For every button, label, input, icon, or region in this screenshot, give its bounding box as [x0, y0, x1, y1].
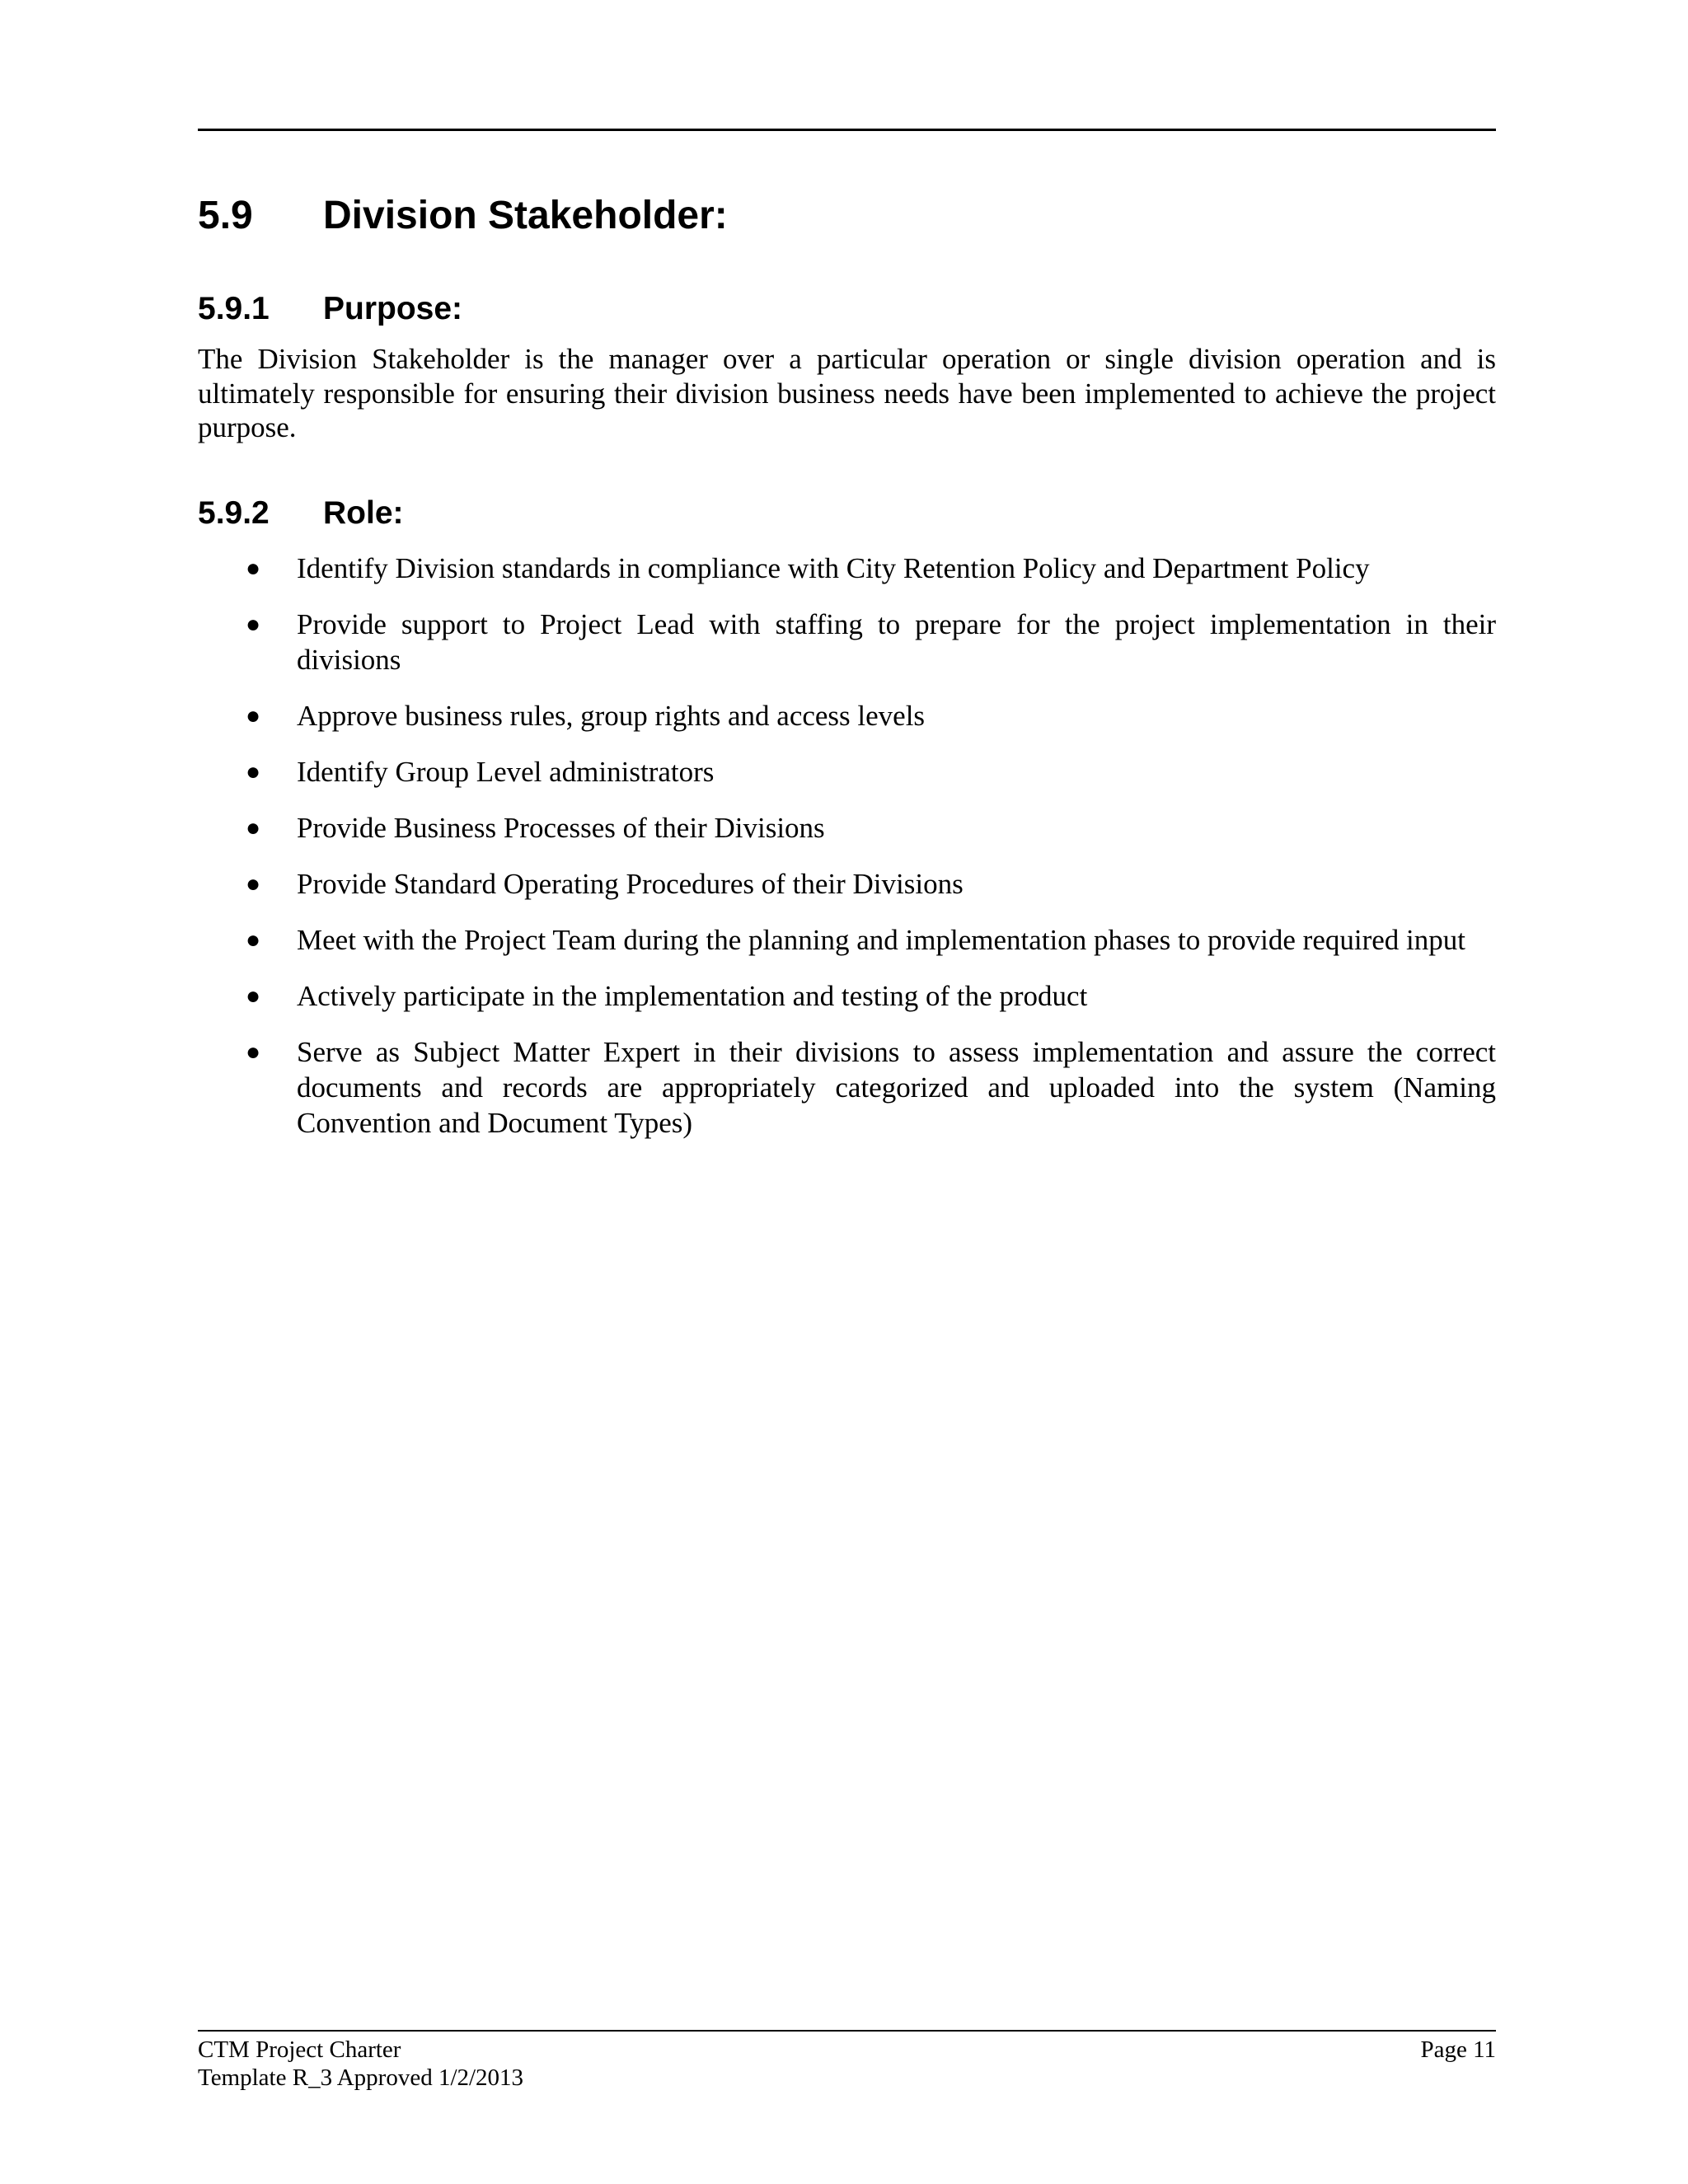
list-item-text: Actively participate in the implementation and testing of the product: [297, 980, 1088, 1012]
list-item-text: Identify Group Level administrators: [297, 756, 715, 788]
role-list: [198, 551, 1496, 1161]
bullet-icon: ●: [246, 870, 261, 898]
list-item-text: Provide Business Processes of their Divisions: [297, 812, 825, 844]
bullet-icon: ●: [246, 702, 261, 729]
list-item: [198, 1034, 1496, 1141]
list-item: [198, 607, 1496, 677]
footer-left: [198, 2036, 523, 2092]
section-title: Division Stakeholder:: [323, 194, 728, 237]
role-title: Role:: [323, 495, 404, 531]
bullet-icon: ●: [246, 982, 261, 1010]
purpose-paragraph: The Division Stakeholder is the manager over a particular operation or single division operation and is ultimately responsible for ensuring their division business needs have been implemented to achieve the project purpose.: [198, 343, 1496, 443]
purpose-title: Purpose:: [323, 291, 463, 326]
page-number: Page 11: [1420, 2036, 1496, 2063]
purpose-heading: [198, 288, 462, 330]
list-item: [198, 922, 1496, 958]
section-heading: [198, 191, 728, 241]
purpose-number: 5.9.1: [198, 291, 270, 326]
list-item-text: Meet with the Project Team during the planning and implementation phases to provide required input: [297, 924, 1465, 956]
header-rule: [198, 129, 1496, 131]
list-item-text: Identify Division standards in compliance with City Retention Policy and Department Policy: [297, 552, 1370, 584]
bullet-icon: ●: [246, 1038, 261, 1066]
bullet-icon: ●: [246, 814, 261, 841]
bullet-icon: ●: [246, 611, 261, 638]
list-item-text: Serve as Subject Matter Expert in their divisions to assess implementation and assure the correct documents and records are appropriately categorized and uploaded into the system (Naming Convention and Document Types): [297, 1036, 1496, 1139]
list-item: [198, 754, 1496, 790]
footer-template-version: Template R_3 Approved 1/2/2013: [198, 2064, 524, 2091]
bullet-icon: ●: [246, 555, 261, 582]
list-item: [198, 978, 1496, 1014]
bullet-icon: ●: [246, 926, 261, 954]
list-item: [198, 551, 1496, 586]
role-heading: [198, 493, 404, 534]
list-item: [198, 810, 1496, 846]
list-item-text: Provide support to Project Lead with staffing to prepare for the project implementation in their divisions: [297, 608, 1496, 676]
section-number: 5.9: [198, 194, 253, 237]
list-item: [198, 698, 1496, 733]
list-item-text: Provide Standard Operating Procedures of their Divisions: [297, 868, 964, 900]
role-number: 5.9.2: [198, 495, 270, 531]
list-item-text: Approve business rules, group rights and access levels: [297, 700, 926, 732]
list-item: [198, 866, 1496, 902]
footer-rule: [198, 2030, 1496, 2032]
footer-document-title: CTM Project Charter: [198, 2036, 401, 2063]
bullet-icon: ●: [246, 758, 261, 785]
